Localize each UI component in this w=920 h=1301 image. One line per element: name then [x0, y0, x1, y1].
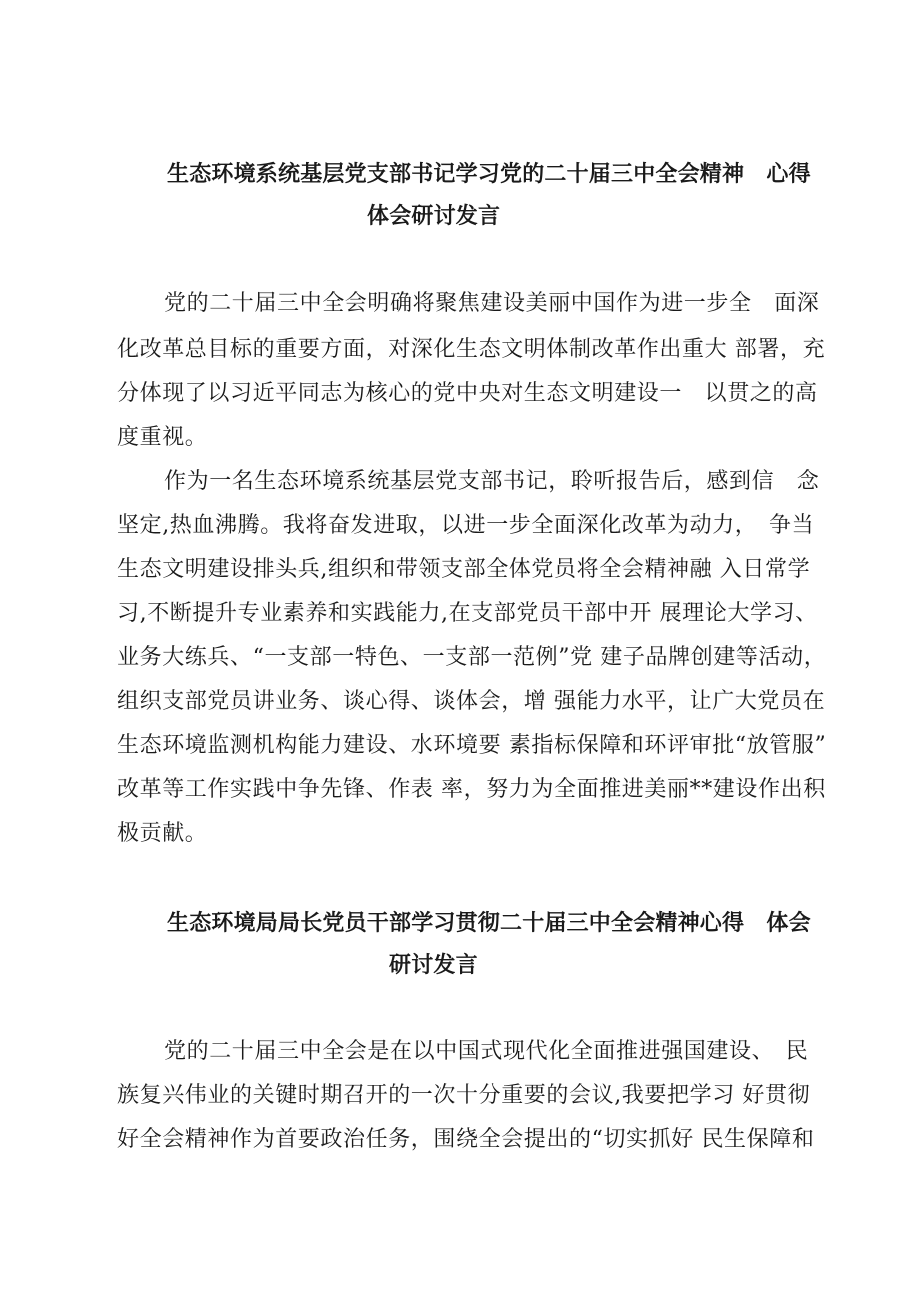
section1-p2-line8: 改革等工作实践中争先锋、作表 率，努力为全面推进美丽**建设作出积: [117, 777, 826, 802]
section1-p1-line2: 化改革总目标的重要方面，对深化生态文明体制改革作出重大 部署，充: [117, 337, 826, 362]
section1-p1-line3: 分体现了以习近平同志为核心的党中央对生态文明建设一 以贯之的高: [117, 381, 818, 406]
section1-p2-line3: 生态文明建设排头兵,组织和带领支部全体党员将全会精神融 入日常学: [117, 557, 811, 582]
section1-p1-line1: 党的二十届三中全会明确将聚焦建设美丽中国作为进一步全 面深: [164, 291, 820, 316]
section2-p1-line2: 族复兴伟业的关键时期召开的一次十分重要的会议,我要把学习 好贯彻: [117, 1083, 811, 1108]
section1-p2-line6: 组织支部党员讲业务、谈心得、谈体会，增 强能力水平，让广大党员在: [117, 689, 826, 714]
section1-title-line2: 体会研讨发言: [367, 204, 501, 229]
section1-p2-line9: 极贡献。: [117, 821, 208, 846]
section1-p2-line4: 习,不断提升专业素养和实践能力,在支部党员干部中开 展理论大学习、: [117, 601, 818, 626]
section1-title-line1: 生态环境系统基层党支部书记学习党的二十届三中全会精神 心得: [167, 162, 811, 187]
section2-p1-line1: 党的二十届三中全会是在以中国式现代化全面推进强国建设、 民: [164, 1039, 809, 1064]
section1-p2-line1: 作为一名生态环境系统基层党支部书记，聆听报告后，感到信 念: [164, 469, 820, 494]
section1-p1-line4: 度重视。: [117, 425, 208, 450]
section2-title-line2: 研讨发言: [389, 953, 478, 978]
section1-p2-line2: 坚定,热血沸腾。我将奋发进取，以进一步全面深化改革为动力， 争当: [117, 513, 815, 538]
section2-title-line1: 生态环境局局长党员干部学习贯彻二十届三中全会精神心得 体会: [167, 911, 811, 936]
section1-p2-line5: 业务大练兵、“一支部一特色、一支部一范例”党 建子品牌创建等活动，: [117, 645, 827, 670]
section1-p2-line7: 生态环境监测机构能力建设、水环境要 素指标保障和环评审批“放管服”: [117, 733, 827, 758]
section2-p1-line3: 好全会精神作为首要政治任务，围绕全会提出的“切实抓好 民生保障和: [117, 1127, 815, 1152]
